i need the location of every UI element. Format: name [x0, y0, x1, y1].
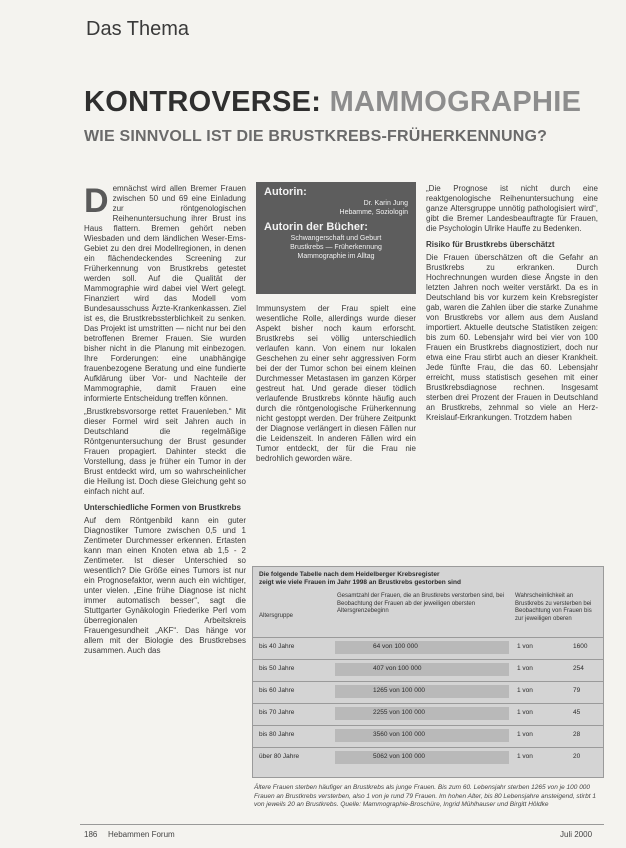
column-header-probability: Wahrscheinlichkeit an Brustkrebs zu versterben bei Beobachtung von Frauen bis zur jeweiligen oberen — [515, 593, 592, 622]
table-caption: Ältere Frauen sterben häufiger an Brustkrebs als junge Frauen. Bis zum 60. Lebensjahr sterben 1265 von je 100 000 Frauen an Brustkrebs versterben, also 1 von je rund 79 Frauen. Im hohen Alter, bis 80 Lebensjahre ansteigend, stirbt 1 von jeweils 20 an Brustkrebs. Quelle: Mammographie-Broschüre, Ingrid Mühlhauser und Birgitt Höldke — [254, 784, 596, 808]
row-age: bis 80 Jahre — [259, 731, 295, 738]
table-row — [253, 659, 603, 679]
author-heading: Autorin: — [264, 186, 307, 198]
section-label: Das Thema — [86, 18, 190, 40]
column-header-age: Altersgruppe — [259, 613, 294, 619]
row-prob: 1 von — [517, 709, 533, 716]
row-age: über 80 Jahre — [259, 753, 300, 760]
table-row — [253, 681, 603, 701]
title-part-1: KONTROVERSE: — [84, 86, 322, 118]
book-2: Brustkrebs — Früherkennung — [290, 244, 382, 251]
table-row — [253, 703, 603, 723]
column-2 — [256, 304, 416, 467]
col3-paragraph-1: „Die Prognose ist nicht durch eine reaktgenologische Reihenuntersuchung eine ganze Altersgruppe unnötig pathologisiert wird“, gibt die Bremer Landesbeauftragte für Frauen, die Psychologin Ulrike Hauffe zu Bedenken. — [426, 184, 598, 233]
footer-rule — [80, 824, 604, 825]
drop-cap: D — [84, 182, 109, 220]
author-name: Dr. Karin Jung — [363, 200, 408, 207]
row-age: bis 60 Jahre — [259, 687, 295, 694]
book-1: Schwangerschaft und Geburt — [290, 235, 382, 242]
row-prob: 1 von — [517, 753, 533, 760]
row-n: 20 — [573, 753, 581, 760]
row-bar — [335, 641, 509, 654]
row-count: 64 von 100 000 — [373, 643, 418, 650]
row-bar — [335, 663, 509, 676]
row-prob: 1 von — [517, 731, 533, 738]
row-count: 407 von 100 000 — [373, 665, 422, 672]
row-count: 2255 von 100 000 — [373, 709, 426, 716]
journal-name: Hebammen Forum — [108, 830, 175, 839]
column-1 — [84, 184, 246, 659]
mortality-table — [252, 566, 604, 778]
col3-subheading: Risiko für Brustkrebs überschätzt — [426, 240, 555, 249]
book-3: Mammographie im Alltag — [297, 253, 375, 260]
row-count: 5062 von 100 000 — [373, 753, 426, 760]
table-header — [259, 571, 597, 587]
row-age: bis 70 Jahre — [259, 709, 295, 716]
row-n: 28 — [573, 731, 581, 738]
page-subtitle: WIE SINNVOLL IST DIE BRUSTKREBS-FRÜHERKENNUNG? — [84, 128, 548, 145]
table-row — [253, 747, 603, 767]
issue-date: Juli 2000 — [560, 830, 593, 839]
author-box — [256, 182, 416, 294]
column-3 — [426, 184, 598, 426]
col1-subheading: Unterschiedliche Formen von Brustkrebs — [84, 503, 241, 512]
row-prob: 1 von — [517, 643, 533, 650]
table-row — [253, 725, 603, 745]
col1-paragraph-3: Auf dem Röntgenbild kann ein guter Diagnostiker Tumore zwischen 0,5 und 1 Zentimeter Durchmesser erkennen. Ertasten kann man einen Knoten etwa ab 1,5 - 2 Zentimeter. Ist dieser Unterschied so wesentlich? Die Größe eines Tumors ist nur ein Prognosefaktor, wenn auch ein wichtiger, unter vielen. „Eine frühe Diagnose ist nicht immer automatisch besser“, sagt die Stuttgarter Gynäkologin Friederike Perl vom überregionalen Arbeitskreis Frauengesundheit „AKF“. Das hänge vor allem mit der Biologie des Brustkrebses zusammen. Auch das — [84, 516, 246, 655]
page-title — [84, 86, 581, 119]
row-n: 79 — [573, 687, 581, 694]
column-header-count: Gesamtzahl der Frauen, die an Brustkrebs verstorben sind, bei Beobachtung der Frauen ab der jeweiligen obersten Altersgrenzebeginn — [337, 593, 505, 614]
books-heading: Autorin der Bücher: — [264, 221, 368, 233]
author-profession: Hebamme, Soziologin — [339, 209, 408, 216]
row-count: 3560 von 100 000 — [373, 731, 426, 738]
col3-paragraph-2: Die Frauen überschätzen oft die Gefahr an Brustkrebs zu erkranken. Durch Hochrechnungen wurden diese Ängste in den letzten Jahren noch weiter verstärkt. Da es in Deutschland bis vor kurzem kein Krebsregister gab, waren die Zahlen über die starke Zunahme von Brustkrebs vor allem aus dem Ausland importiert. Aktuelle deutsche Statistiken zeigen: bis zum 60. Lebensjahr wird bei vier von 100 Frauen ein Brustkrebs diagnostiziert, doch nur etwa eine Frau stirbt auch an dieser Krankheit. Jede fünfte Frau, die das 60. Lebensjahr erreicht, muss statistisch gesehen mit einer Brustkrebsdiagnose rechnen. Insgesamt sterben drei Prozent der Frauen in Deutschland an Brustkrebs, zehnmal so viele an Herz-Kreislauf-Erkrankungen. Trotzdem haben — [426, 253, 598, 422]
table-row — [253, 637, 603, 657]
row-count: 1265 von 100 000 — [373, 687, 426, 694]
page-number: 186 — [84, 830, 98, 839]
title-part-2: MAMMOGRAPHIE — [329, 86, 582, 118]
row-prob: 1 von — [517, 687, 533, 694]
row-prob: 1 von — [517, 665, 533, 672]
row-n: 45 — [573, 709, 581, 716]
col1-paragraph-2: „Brustkrebsvorsorge rettet Frauenleben.“ Mit dieser Formel wird seit Jahren auch in Deutschland die regelmäßige Röntgenuntersuchung der Brust gesunder Frauen propagiert. Dahinter steckt die Vorstellung, dass je früher ein Tumor in der Brust entdeckt wird, um so wahrscheinlicher die Heilung ist. Doch diese Gleichung geht so einfach nicht auf. — [84, 407, 246, 496]
col1-paragraph-1: emnächst wird allen Bremer Frauen zwischen 50 und 69 eine Einladung zur röntgenologischen Reihenuntersuchung ihrer Brust ins Haus flattern. Bremen gehört neben Wiesbaden und dem ländlichen Weser-Ems-Gebiet zu den drei Modellregionen, in denen ein flächendeckendes Screening zur Früherkennung von Brustkrebs getestet werden soll. Auf die Qualität der Mammographie wird dabei viel Wert gelegt. Finanziert wird das Modell vom Bundesausschuss Ärzte-Krankenkassen. Ziel ist es, die Brustkrebssterblichkeit zu senken. Das Projekt ist umstritten — nicht nur bei den betroffenen Bremer Frauen. Sie wurden bisher nicht in die Planung mit einbezogen. Ihre Forderungen: eine unabhängige frauenbezogene Beratung und eine fundierte Aufklärung über Vor- und Nachteile der Mammographie, damit Frauen eine informierte Entscheidung treffen können. — [84, 184, 246, 403]
row-n: 1600 — [573, 643, 588, 650]
row-age: bis 50 Jahre — [259, 665, 295, 672]
table-header-line-2: zeigt wie viele Frauen im Jahr 1998 an Brustkrebs gestorben sind — [259, 579, 461, 586]
col2-paragraph-1: Immunsystem der Frau spielt eine wesentliche Rolle, allerdings wurde dieser Aspekt bisher noch kaum erforscht. Brustkrebs sei völlig unterschiedlich verlaufen kann. Von einem nur lokalen Geschehen zu einer sehr aggressiven Form bei der der Tumor schon bei einem kleinen Durchmesser Metastasen im ganzen Körper gestreut hat. Und gerade dieser tödlich verlaufende Brustkrebs könnte häufig auch durch die röntgenologische Früherkennung nicht gestoppt werden. Der frühere Zeitpunkt der Diagnose verlängert in diesen Fällen nur die Leidenszeit. In anderen Fällen wird ein Tumor entdeckt, der für die Frau nie bedrohlich geworden wäre. — [256, 304, 416, 463]
row-n: 254 — [573, 665, 584, 672]
table-header-line-1: Die folgende Tabelle nach dem Heidelberger Krebsregister — [259, 571, 440, 578]
row-age: bis 40 Jahre — [259, 643, 295, 650]
